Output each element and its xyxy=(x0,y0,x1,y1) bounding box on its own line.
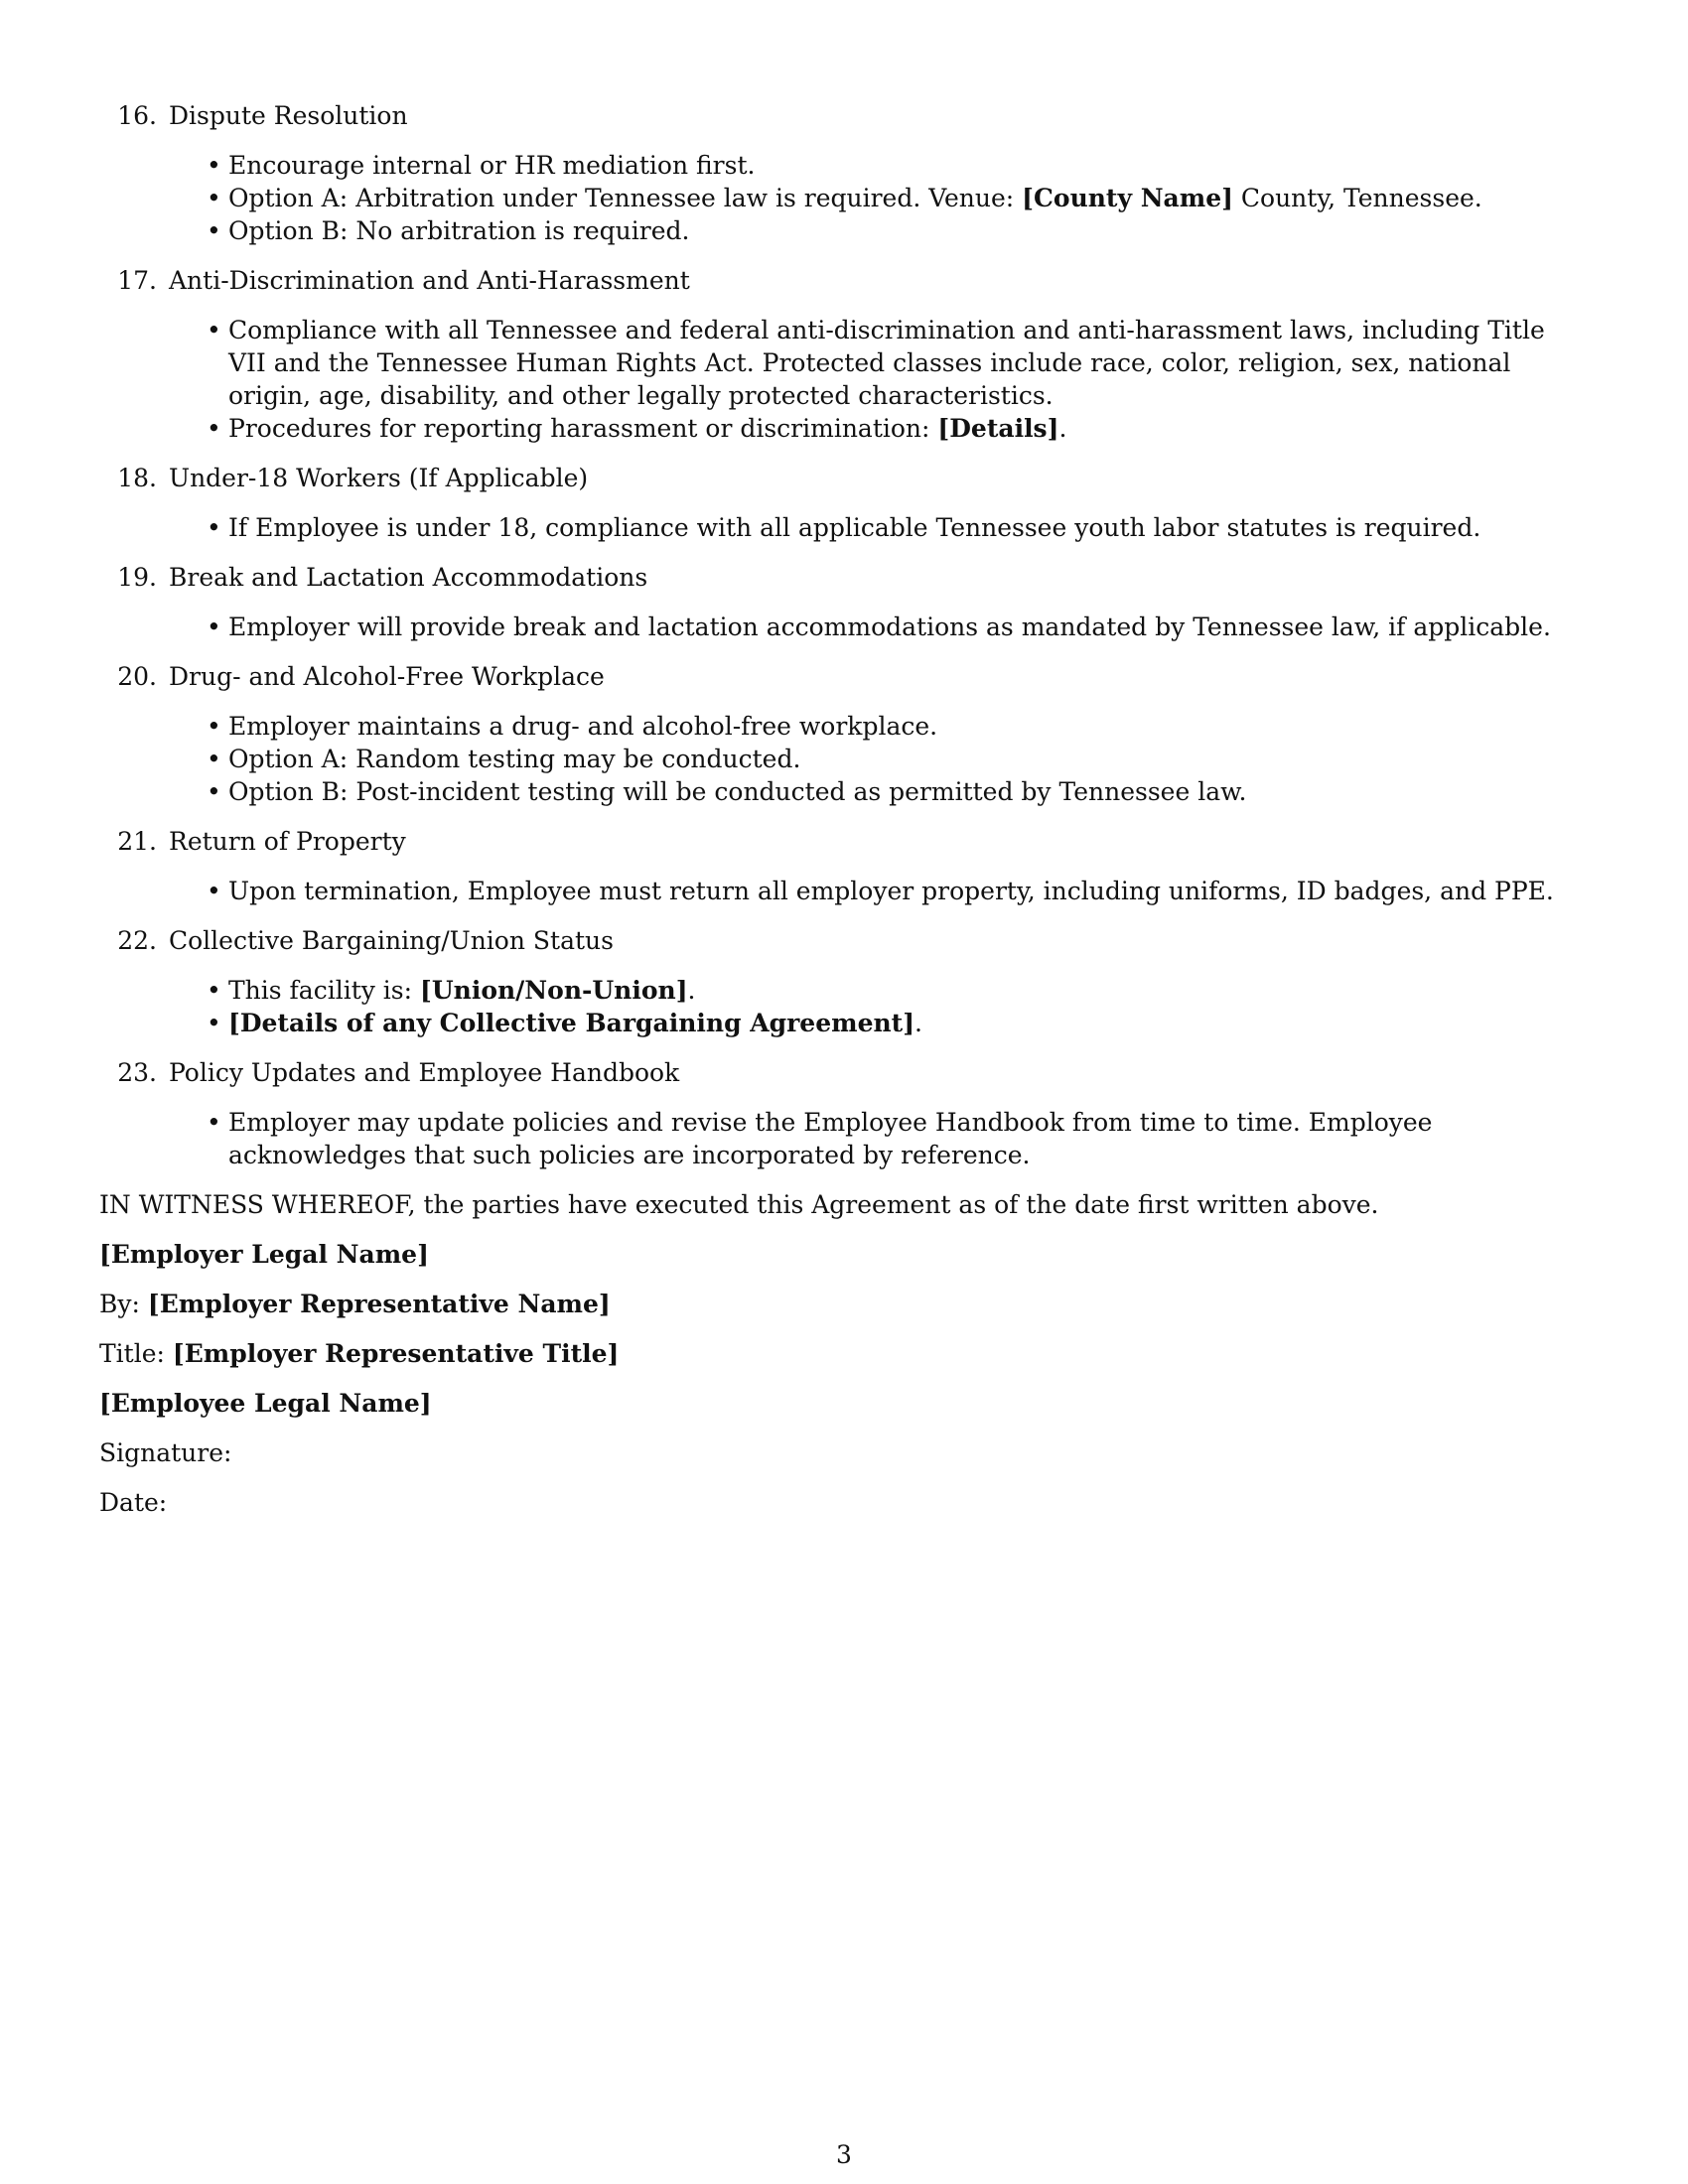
bullet-icon: • xyxy=(207,414,221,443)
bullet-text: Procedures for reporting harassment or discrimination: xyxy=(228,414,938,443)
section-number: 19. xyxy=(117,563,157,592)
section-title: Drug- and Alcohol-Free Workplace xyxy=(169,662,605,691)
bullet-list xyxy=(169,149,1589,247)
placeholder-field: [Details] xyxy=(937,414,1059,443)
section-number: 17. xyxy=(117,266,157,295)
section-item xyxy=(99,924,1589,1039)
bullet-icon: • xyxy=(207,777,221,806)
section-title: Return of Property xyxy=(169,827,406,856)
bullet-icon: • xyxy=(207,613,221,641)
witness-statement: IN WITNESS WHEREOF, the parties have executed this Agreement as of the date first written above. xyxy=(99,1190,1379,1219)
bullet-item xyxy=(207,974,1589,1007)
bullet-text: . xyxy=(687,976,696,1005)
bullet-text: Option A: Random testing may be conducted. xyxy=(228,745,801,773)
by-label: By: xyxy=(99,1290,148,1318)
title-line xyxy=(99,1337,1589,1370)
placeholder-field: [Union/Non-Union] xyxy=(420,976,688,1005)
bullet-icon: • xyxy=(207,877,221,905)
section-title: Collective Bargaining/Union Status xyxy=(169,926,614,955)
section-item xyxy=(99,264,1589,445)
bullet-icon: • xyxy=(207,151,221,180)
bullet-text: Upon termination, Employee must return all employer property, including uniforms, ID badges, and PPE. xyxy=(228,877,1554,905)
employer-legal-name: [Employer Legal Name] xyxy=(99,1240,429,1269)
section-title: Under-18 Workers (If Applicable) xyxy=(169,464,589,492)
bullet-text: Compliance with all Tennessee and federal anti-discrimination and anti-harassment laws, including Title VII and the Tennessee Human Rights Act. Protected classes include race, color, religion, sex, national origin, age, disability, and other legally protected characteristics. xyxy=(228,316,1545,410)
section-item xyxy=(99,99,1589,247)
bullet-item xyxy=(207,743,1589,775)
section-number: 20. xyxy=(117,662,157,691)
bullet-text: Encourage internal or HR mediation first. xyxy=(228,151,756,180)
bullet-icon: • xyxy=(207,745,221,773)
signature-label: Signature: xyxy=(99,1438,232,1467)
bullet-list xyxy=(169,710,1589,808)
section-item xyxy=(99,660,1589,808)
bullet-text: Employer may update policies and revise the Employee Handbook from time to time. Employee acknowledges that such policies are incorporated by reference. xyxy=(228,1108,1433,1169)
placeholder-field: [County Name] xyxy=(1022,184,1233,212)
bullet-item xyxy=(207,1106,1589,1171)
bullet-text: Option B: Post-incident testing will be conducted as permitted by Tennessee law. xyxy=(228,777,1247,806)
section-title: Policy Updates and Employee Handbook xyxy=(169,1058,680,1087)
section-item xyxy=(99,1056,1589,1171)
bullet-item xyxy=(207,1007,1589,1039)
placeholder-field: [Details of any Collective Bargaining Agreement] xyxy=(228,1009,915,1037)
bullet-text: Employer will provide break and lactation accommodations as mandated by Tennessee law, if applicable. xyxy=(228,613,1551,641)
bullet-item xyxy=(207,511,1589,544)
bullet-text: Option A: Arbitration under Tennessee law is required. Venue: xyxy=(228,184,1023,212)
bullet-icon: • xyxy=(207,316,221,344)
bullet-item xyxy=(207,775,1589,808)
employer-representative-name: [Employer Representative Name] xyxy=(147,1290,611,1318)
bullet-text: County, Tennessee. xyxy=(1232,184,1482,212)
section-item xyxy=(99,561,1589,643)
bullet-item xyxy=(207,875,1589,907)
section-number: 21. xyxy=(117,827,157,856)
bullet-list xyxy=(169,875,1589,907)
bullet-icon: • xyxy=(207,184,221,212)
bullet-icon: • xyxy=(207,1009,221,1037)
section-number: 16. xyxy=(117,101,157,130)
bullet-icon: • xyxy=(207,1108,221,1137)
bullet-item xyxy=(207,149,1589,182)
bullet-list xyxy=(169,974,1589,1039)
by-line xyxy=(99,1288,1589,1320)
document-page xyxy=(99,99,1589,1536)
bullet-text: . xyxy=(1058,414,1067,443)
bullet-icon: • xyxy=(207,513,221,542)
bullet-list xyxy=(169,611,1589,643)
date-label: Date: xyxy=(99,1488,168,1517)
bullet-item xyxy=(207,412,1589,445)
bullet-text: . xyxy=(914,1009,922,1037)
bullet-item xyxy=(207,611,1589,643)
bullet-text: If Employee is under 18, compliance with all applicable Tennessee youth labor statutes is required. xyxy=(228,513,1481,542)
bullet-list xyxy=(169,511,1589,544)
employer-representative-title: [Employer Representative Title] xyxy=(172,1339,620,1368)
bullet-text: Employer maintains a drug- and alcohol-free workplace. xyxy=(228,712,938,741)
section-item xyxy=(99,462,1589,544)
employee-legal-name: [Employee Legal Name] xyxy=(99,1389,432,1418)
section-item xyxy=(99,825,1589,907)
bullet-list xyxy=(169,314,1589,445)
bullet-list xyxy=(169,1106,1589,1171)
title-label: Title: xyxy=(99,1339,173,1368)
bullet-icon: • xyxy=(207,976,221,1005)
section-title: Dispute Resolution xyxy=(169,101,408,130)
section-number: 23. xyxy=(117,1058,157,1087)
bullet-icon: • xyxy=(207,216,221,245)
page-number: 3 xyxy=(836,2140,852,2169)
section-number: 22. xyxy=(117,926,157,955)
bullet-item xyxy=(207,214,1589,247)
bullet-item xyxy=(207,182,1589,214)
section-number: 18. xyxy=(117,464,157,492)
bullet-item xyxy=(207,314,1589,412)
section-title: Anti-Discrimination and Anti-Harassment xyxy=(169,266,690,295)
bullet-icon: • xyxy=(207,712,221,741)
section-title: Break and Lactation Accommodations xyxy=(169,563,648,592)
bullet-item xyxy=(207,710,1589,743)
bullet-text: Option B: No arbitration is required. xyxy=(228,216,690,245)
section-list xyxy=(99,99,1589,1171)
bullet-text: This facility is: xyxy=(228,976,421,1005)
